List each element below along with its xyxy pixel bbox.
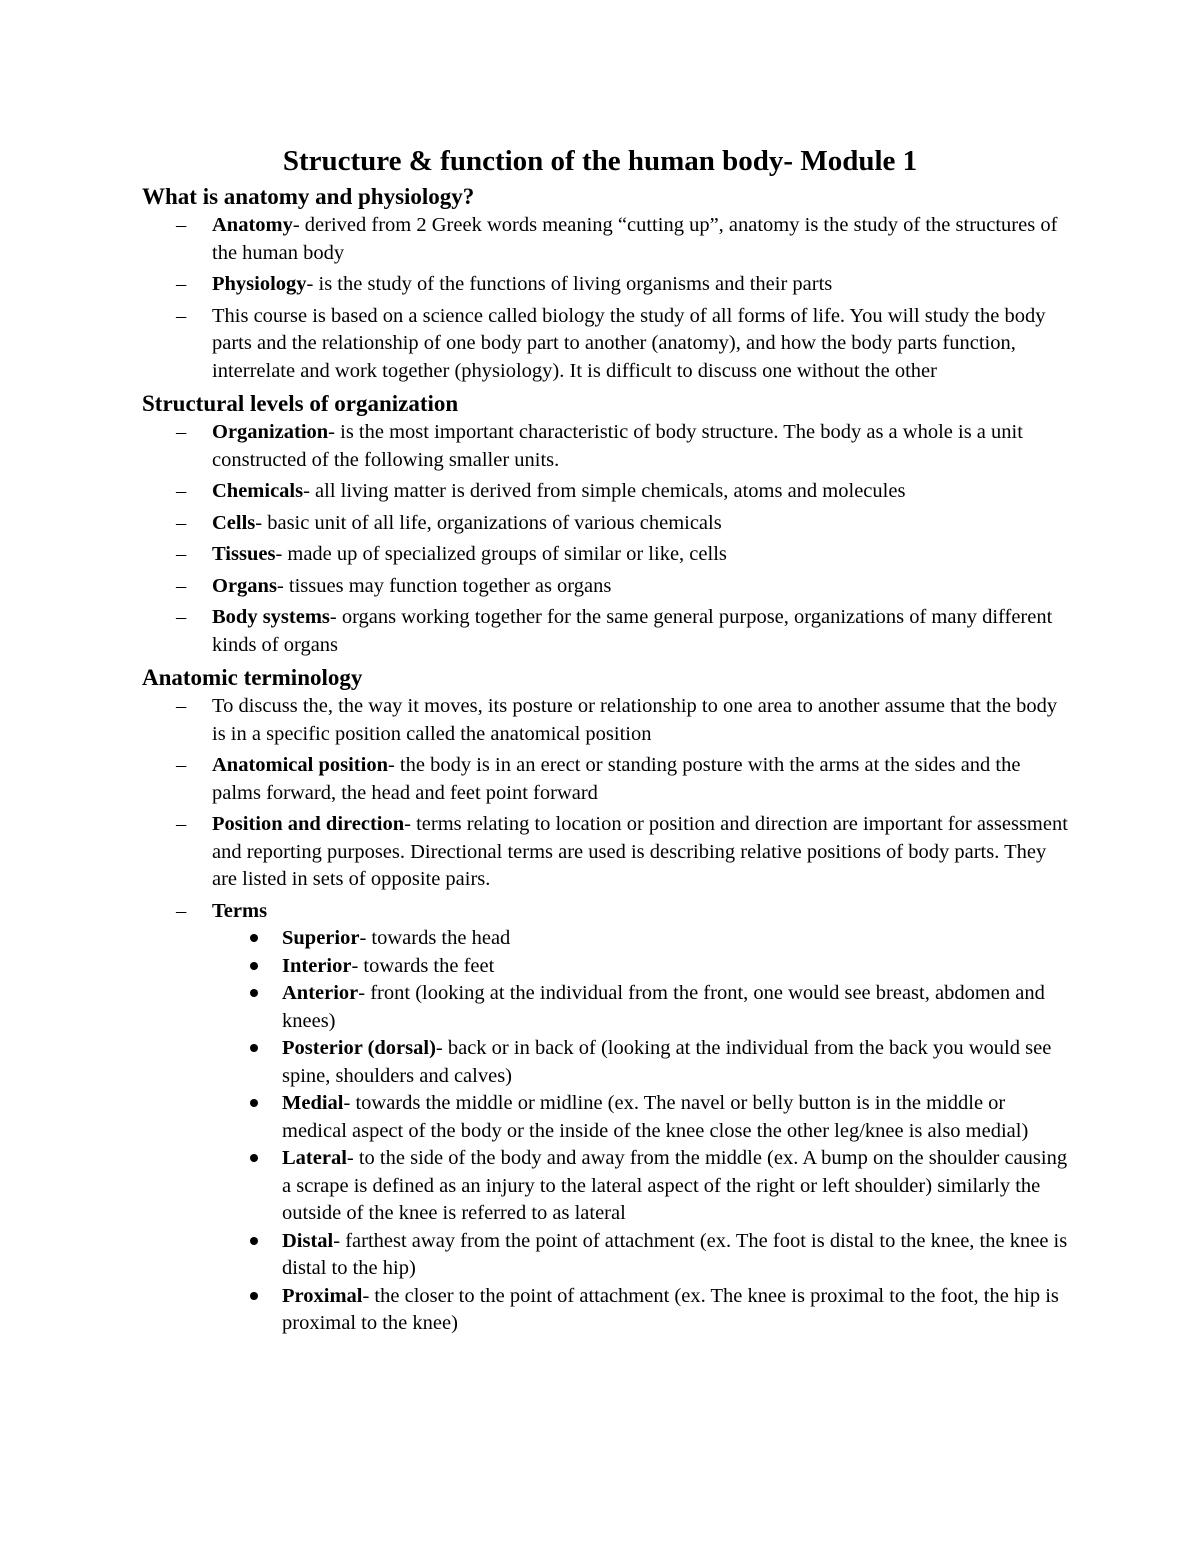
term-label: Distal: [282, 1229, 334, 1252]
term-description: This course is based on a science called biology the study of all forms of life. You will study the body parts and the relationship of one body part to another (anatomy), and how the body parts function, interrelate and work together (physiology). It is difficult to discuss one without the other: [212, 304, 1046, 382]
directional-term-item: [212, 1145, 1072, 1228]
term-description: - derived from 2 Greek words meaning “cutting up”, anatomy is the study of the structures of the human body: [212, 214, 1058, 264]
term-description: - towards the feet: [351, 954, 495, 977]
term-description: - the closer to the point of attachment (ex. The knee is proximal to the foot, the hip is proximal to the knee): [282, 1284, 1059, 1334]
list-item-terms: [142, 898, 1072, 1338]
list-item: [142, 573, 1072, 601]
dash-marker: –: [176, 813, 187, 835]
term-label: Cells: [212, 511, 256, 534]
list-item: [142, 212, 1072, 267]
term-label: Position and direction: [212, 813, 405, 835]
term-label: Proximal: [282, 1284, 363, 1307]
term-description: - is the most important characteristic of body structure. The body as a whole is a unit constructed of the following smaller units.: [212, 421, 1023, 471]
bullet-icon: [250, 1154, 258, 1162]
term-label: Physiology: [212, 273, 307, 295]
directional-term-item: [212, 980, 1072, 1035]
section-list-anatomy-physiology: [142, 212, 1072, 385]
dash-marker: –: [176, 421, 187, 443]
page-title: Structure & function of the human body- Module 1: [282, 145, 918, 177]
dash-marker: –: [176, 543, 187, 565]
directional-term-item: [212, 1228, 1072, 1283]
term-description: - the body is in an erect or standing posture with the arms at the sides and the palms forward, the head and feet point forward: [212, 754, 1021, 804]
term-description: - made up of specialized groups of similar or like, cells: [275, 543, 727, 565]
bullet-icon: [250, 934, 258, 942]
list-item: [142, 693, 1072, 748]
term-label: Terms: [212, 899, 268, 922]
directional-term-item: [212, 925, 1072, 953]
list-item: [142, 419, 1072, 474]
bullet-icon: [250, 962, 258, 970]
dash-marker: –: [176, 304, 187, 327]
term-description: - tissues may function together as organs: [276, 574, 612, 597]
term-description: - is the study of the functions of living organisms and their parts: [306, 273, 833, 295]
term-description: To discuss the, the way it moves, its posture or relationship to one area to another assume that the body is in a specific position called the anatomical position: [212, 695, 1058, 745]
dash-marker: –: [176, 273, 187, 295]
term-description: - organs working together for the same general purpose, organizations of many different kinds of organs: [212, 606, 1053, 656]
dash-marker: –: [176, 574, 187, 597]
list-item: [142, 752, 1072, 807]
document-body: [142, 182, 1072, 1338]
section-heading-anatomy-physiology: What is anatomy and physiology?: [142, 184, 475, 209]
term-description: - towards the middle or midline (ex. The navel or belly button is in the middle or medical aspect of the body or the inside of the knee close the other leg/knee is also medial): [282, 1092, 1029, 1142]
term-description: - towards the head: [359, 927, 511, 949]
term-description: - front (looking at the individual from the front, one would see breast, abdomen and knees): [282, 982, 1045, 1032]
dash-marker: –: [176, 695, 187, 717]
term-description: - to the side of the body and away from the middle (ex. A bump on the shoulder causing a scrape is defined as an injury to the lateral aspect of the right or left shoulder) similarly the outside of the knee is referred to as lateral: [282, 1147, 1068, 1224]
dash-marker: –: [176, 606, 187, 628]
term-description: - all living matter is derived from simple chemicals, atoms and molecules: [303, 480, 906, 502]
directional-term-item: [212, 1283, 1072, 1338]
dash-marker: –: [176, 480, 187, 502]
section-list-structural-levels: [142, 419, 1072, 659]
term-label: Anatomy: [212, 214, 293, 236]
term-label: Anatomical position: [212, 754, 388, 776]
bullet-icon: [250, 989, 258, 997]
list-item: [142, 303, 1072, 386]
directional-term-item: [212, 953, 1072, 981]
section-heading-anatomic-terminology: Anatomic terminology: [142, 665, 363, 690]
term-label: Lateral: [282, 1147, 347, 1169]
list-item: [142, 604, 1072, 659]
list-item: [142, 541, 1072, 569]
bullet-icon: [250, 1044, 258, 1052]
term-description: - farthest away from the point of attachment (ex. The foot is distal to the knee, the knee is distal to the hip): [282, 1229, 1068, 1279]
section-list-anatomic-terminology: [142, 693, 1072, 1338]
term-label: Superior: [282, 927, 360, 949]
section-heading-structural-levels: Structural levels of organization: [142, 391, 459, 416]
dash-marker: –: [176, 754, 187, 776]
term-description: - basic unit of all life, organizations of various chemicals: [255, 511, 722, 534]
list-item: [142, 510, 1072, 538]
bullet-icon: [250, 1237, 258, 1245]
directional-terms-list: [212, 925, 1072, 1338]
term-label: Medial: [282, 1092, 344, 1114]
bullet-icon: [250, 1292, 258, 1300]
dash-marker: –: [176, 214, 187, 236]
dash-marker: –: [176, 899, 187, 922]
term-label: Organization: [212, 421, 329, 443]
list-item: [142, 271, 1072, 299]
list-item: [142, 811, 1072, 894]
dash-marker: –: [176, 511, 187, 534]
term-label: Posterior (dorsal): [282, 1037, 436, 1059]
term-description: - terms relating to location or position and direction are important for assessment and reporting purposes. Directional terms are used is describing relative positions of body parts. They are listed in sets of opposite pairs.: [212, 813, 1068, 890]
term-label: Tissues: [212, 543, 276, 565]
term-label: Chemicals: [212, 480, 304, 502]
term-label: Organs: [212, 574, 277, 597]
directional-term-item: [212, 1035, 1072, 1090]
list-item: [142, 478, 1072, 506]
term-description: - back or in back of (looking at the individual from the back you would see spine, shoulders and calves): [282, 1037, 1052, 1087]
term-label: Interior: [282, 954, 352, 977]
bullet-icon: [250, 1099, 258, 1107]
directional-term-item: [212, 1090, 1072, 1145]
term-label: Anterior: [282, 982, 359, 1004]
term-label: Body systems: [212, 606, 330, 628]
